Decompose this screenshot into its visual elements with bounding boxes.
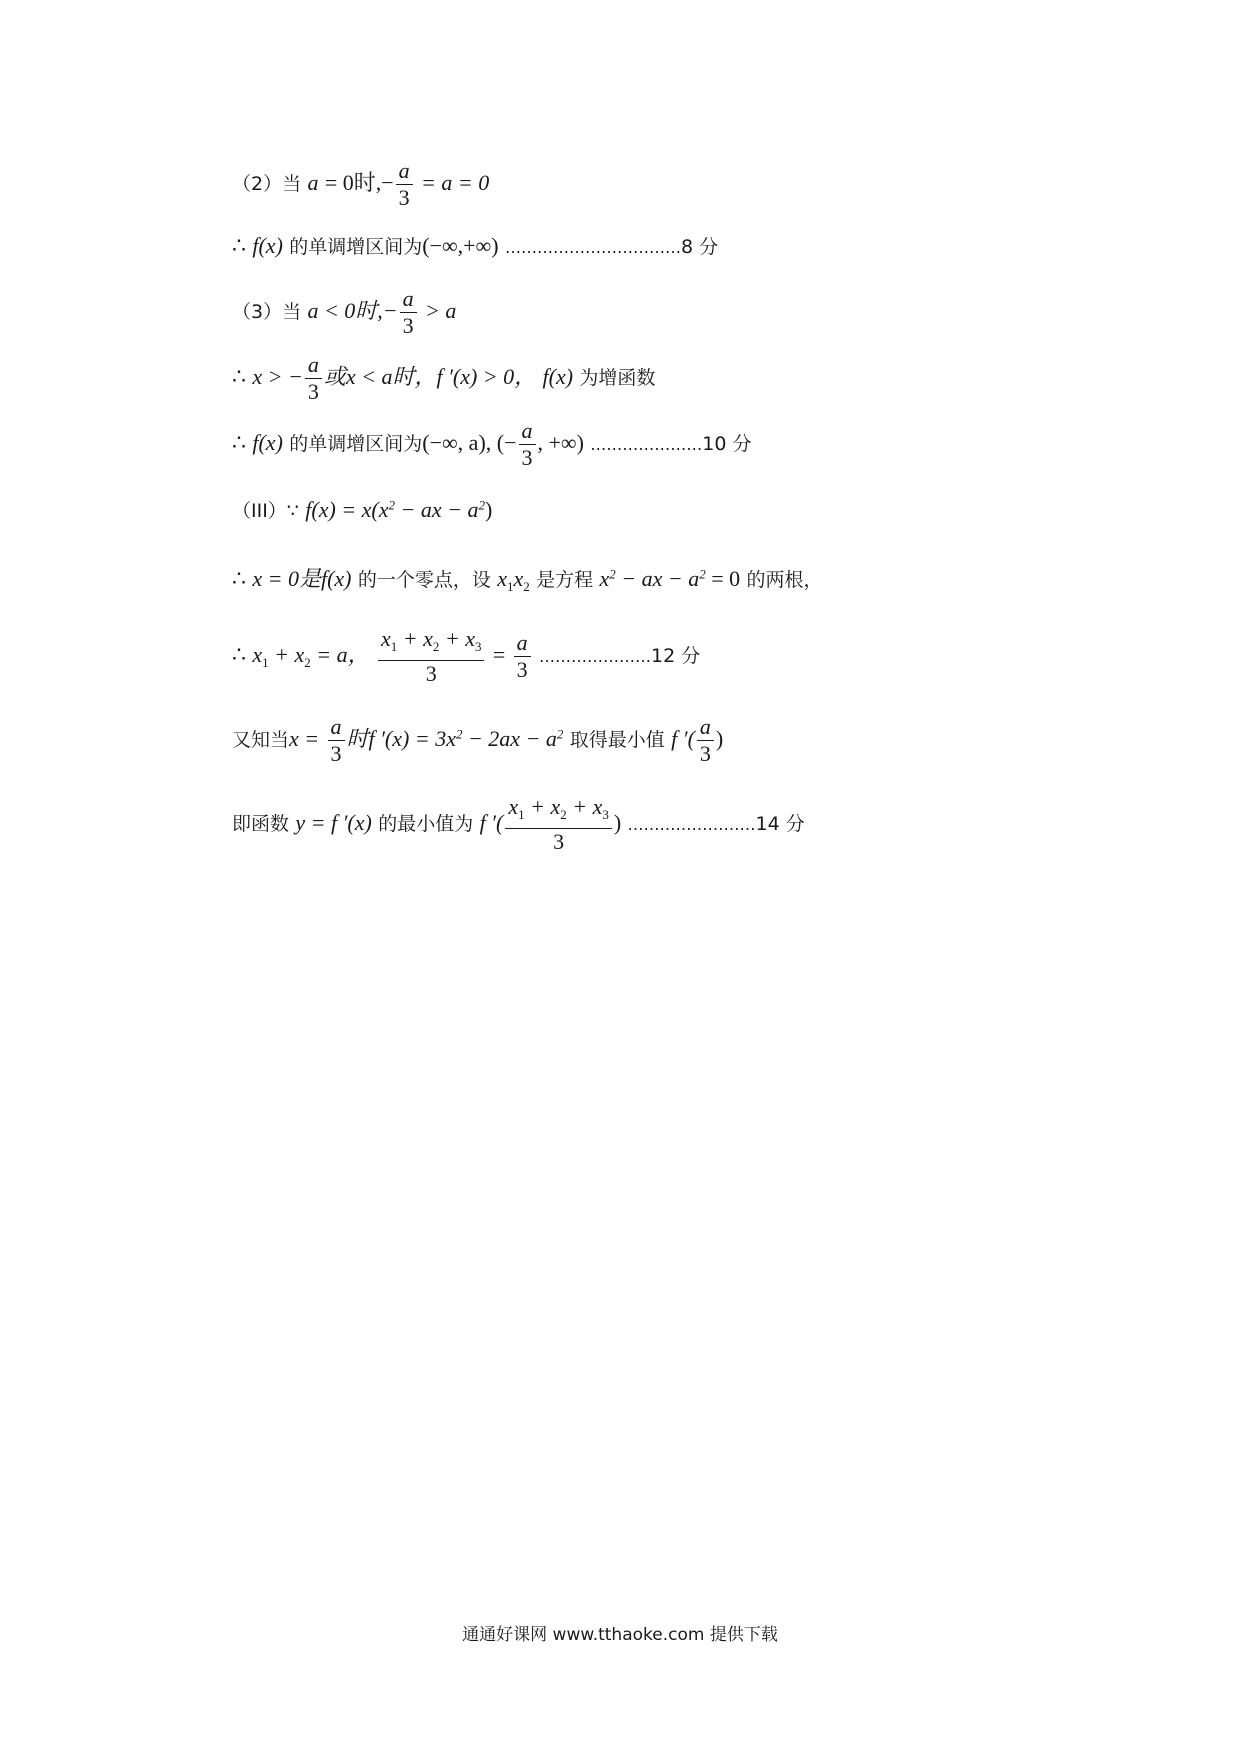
math-text: y = f ′(x): [295, 810, 372, 835]
math-text: ): [613, 810, 622, 835]
superscript: 2: [699, 566, 706, 582]
therefore-symbol: ∴: [232, 233, 246, 258]
text: 的最小值为: [378, 813, 474, 835]
math-text: x: [497, 566, 507, 591]
math-text: x > −: [252, 364, 303, 389]
fraction: [378, 626, 485, 687]
text: 取得最小值: [569, 729, 665, 751]
math-text: 或x < a时，: [323, 364, 437, 389]
math-text: a: [307, 170, 319, 195]
denominator: 3: [521, 445, 533, 470]
text: 为增函数: [579, 367, 656, 389]
math-text: a < 0时,−: [307, 298, 398, 323]
case-label: （3）当: [232, 301, 302, 323]
therefore-symbol: ∴: [232, 364, 246, 389]
subscript: 1: [507, 579, 514, 594]
page-footer: 通通好课网 www.tthaoke.com 提供下载: [462, 1625, 778, 1645]
score: 10 分: [702, 433, 752, 455]
denominator: 3: [398, 185, 410, 210]
numerator: a: [328, 714, 345, 741]
subscript: 1: [390, 639, 398, 654]
math-text: + x: [397, 626, 433, 651]
therefore-symbol: ∴: [232, 566, 246, 591]
math-text: + x: [439, 626, 475, 651]
line-increasing-interval-2: [232, 418, 752, 471]
leader-dots: …………………: [590, 435, 703, 454]
therefore-symbol: ∴: [232, 642, 246, 667]
denominator: 3: [307, 379, 319, 404]
math-text: − 2ax − a: [462, 726, 557, 751]
numerator: a: [396, 158, 413, 185]
line-part-3-factor: [232, 496, 492, 523]
math-text: + x: [524, 794, 561, 819]
text: 的单调增区间为: [289, 433, 423, 455]
subscript: 1: [518, 807, 525, 822]
superscript: 2: [609, 566, 616, 582]
math-text: > a: [425, 298, 457, 323]
math-text: x: [508, 794, 519, 819]
denominator: 3: [553, 829, 565, 854]
superscript: 2: [556, 726, 564, 742]
math-text: =: [492, 642, 506, 667]
subscript: 1: [262, 655, 269, 670]
therefore-symbol: ∴: [232, 430, 246, 455]
numerator: a: [305, 352, 322, 379]
numerator: [505, 794, 612, 829]
math-text: = 0: [705, 566, 741, 591]
line-case-2: [232, 158, 489, 211]
math-text: f ′(x) > 0，: [436, 364, 537, 389]
math-text: (−∞,+∞): [422, 233, 499, 258]
score: 8 分: [680, 236, 719, 258]
math-text: x = 0是f(x): [252, 566, 352, 591]
denominator: 3: [402, 313, 414, 338]
numerator: a: [697, 714, 714, 741]
subscript: 2: [523, 579, 530, 594]
math-text: x =: [289, 726, 320, 751]
text: 即函数: [232, 813, 290, 835]
math-text: f(x): [542, 364, 574, 389]
fraction: [396, 158, 413, 211]
numerator: [378, 626, 485, 661]
math-text: x: [513, 566, 524, 591]
leader-dots: ……………………………: [504, 238, 681, 257]
score: 14 分: [755, 813, 805, 835]
superscript: 2: [478, 497, 485, 513]
math-text: 时f ′(x) = 3x: [346, 726, 456, 751]
math-text: (−∞, a), (−: [422, 430, 517, 455]
math-text: + x: [566, 794, 603, 819]
math-text: − ax − a: [615, 566, 700, 591]
line-minimum-value: [232, 714, 723, 767]
denominator: 3: [699, 741, 711, 766]
math-text: x: [380, 626, 391, 651]
line-case-3: [232, 286, 456, 339]
math-text: , +∞): [537, 430, 584, 455]
subscript: 3: [602, 807, 609, 822]
math-text: f ′(: [671, 726, 695, 751]
math-text: x: [252, 642, 263, 667]
math-text: − ax − a: [395, 497, 479, 522]
numerator: a: [519, 418, 536, 445]
numerator: a: [400, 286, 417, 313]
subscript: 2: [432, 639, 440, 654]
math-text: f(x): [252, 233, 283, 258]
denominator: 3: [516, 657, 528, 682]
line-conclusion: [232, 794, 805, 855]
fraction: [697, 714, 714, 767]
math-text: = 0时,−: [324, 170, 394, 195]
text: 又知当: [232, 729, 290, 751]
text: 是方程: [536, 569, 594, 591]
math-text: f(x): [252, 430, 283, 455]
text: 的单调增区间为: [289, 236, 423, 258]
fraction: [400, 286, 417, 339]
fraction: [519, 418, 536, 471]
score: 12 分: [650, 645, 701, 667]
text: 的两根，: [746, 569, 823, 591]
line-sum-of-roots: [232, 626, 700, 687]
subscript: 2: [560, 807, 567, 822]
part-label: （III）∵: [232, 500, 299, 522]
superscript: 2: [455, 726, 463, 742]
subscript: 3: [474, 639, 482, 654]
fraction: [505, 794, 612, 855]
fraction: [514, 630, 531, 683]
subscript: 2: [304, 655, 311, 670]
line-increasing-condition: [232, 352, 655, 405]
fraction: [305, 352, 322, 405]
line-increasing-interval-1: [232, 232, 718, 259]
text: 的一个零点，设: [357, 569, 491, 591]
math-text: = a = 0: [421, 170, 490, 195]
denominator: 3: [425, 661, 437, 686]
math-text: x: [599, 566, 610, 591]
denominator: 3: [330, 741, 342, 766]
case-label: （2）当: [232, 173, 302, 195]
leader-dots: …………………: [538, 647, 651, 666]
superscript: 2: [388, 497, 395, 513]
math-text: ): [715, 726, 724, 751]
numerator: a: [514, 630, 531, 657]
leader-dots: ……………………: [627, 815, 756, 834]
math-text: = a，: [310, 642, 370, 667]
line-zero-roots: [232, 562, 823, 595]
math-text: f(x) = x(x: [305, 497, 389, 522]
math-text: + x: [268, 642, 305, 667]
math-text: f ′(: [479, 810, 504, 835]
math-text: ): [484, 497, 493, 522]
fraction: [328, 714, 345, 767]
